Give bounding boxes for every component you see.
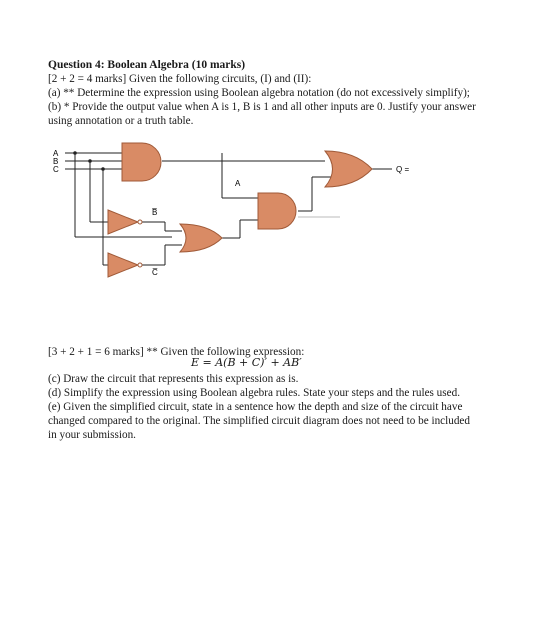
question-title: Question 4: Boolean Algebra (10 marks)	[48, 59, 246, 71]
part-e-line3: in your submission.	[48, 429, 136, 441]
junction-c	[101, 167, 105, 171]
part-a: (a) ** Determine the expression using Boolean algebra notation (do not excessively simplify);	[48, 87, 470, 99]
input-c-label: C	[53, 165, 59, 174]
not-gate-b	[108, 210, 138, 234]
not-gate-b-bubble	[138, 220, 142, 224]
junction-a	[73, 151, 77, 155]
part-b-line1: (b) * Provide the output value when A is 1, B is 1 and all other inputs are 0. Justify your answer	[48, 101, 476, 113]
and-gate-2	[258, 193, 296, 229]
input-a-label: A	[53, 149, 59, 158]
part-e-line2: changed compared to the original. The simplified circuit diagram does not need to be included	[48, 415, 470, 427]
not-b-label: B̅	[152, 208, 158, 217]
and-gate-1	[122, 143, 161, 181]
part-c: (c) Draw the circuit that represents this expression as is.	[48, 373, 299, 385]
or-gate-2	[180, 224, 222, 252]
not-c-label: C̅	[152, 268, 158, 277]
expression: E = A(B + C)′ + AB′	[191, 356, 302, 369]
part-b-line2: using annotation or a truth table.	[48, 115, 194, 127]
second-intro: [3 + 2 + 1 = 6 marks] ** Given the following expression:	[48, 346, 305, 358]
part-e-line1: (e) Given the simplified circuit, state in a sentence how the depth and size of the circuit have	[48, 401, 463, 413]
not-gate-c	[108, 253, 138, 277]
junction-b	[88, 159, 92, 163]
or-gate-output	[325, 151, 372, 187]
question-intro: [2 + 2 = 4 marks] Given the following circuits, (I) and (II):	[48, 73, 312, 85]
part-d: (d) Simplify the expression using Boolean algebra rules. State your steps and the rules used.	[48, 387, 460, 399]
wire-a-label: A	[235, 179, 241, 188]
not-gate-c-bubble	[138, 263, 142, 267]
output-label: Q =	[396, 165, 410, 174]
input-b-label: B	[53, 157, 59, 166]
